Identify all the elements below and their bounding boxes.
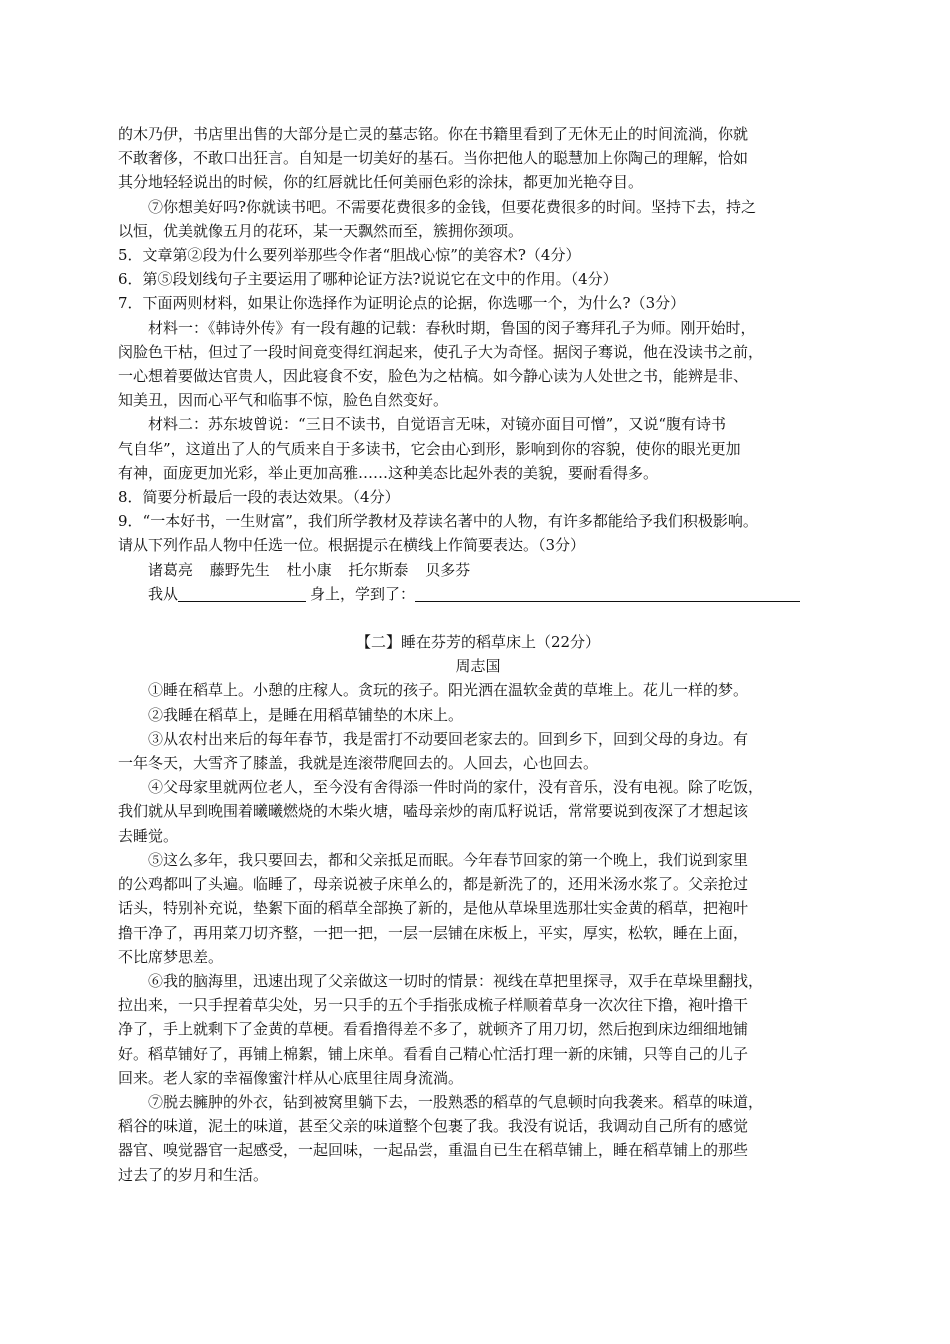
text-line: 器官、嗅觉器官一起感受，一起回味，一起品尝，重温自已生在稻草铺上，睡在稻草铺上的那些 [118, 1141, 749, 1160]
text-line: 回来。老人家的幸福像蜜汁样从心底里往周身流淌。 [118, 1068, 464, 1087]
person-list [118, 558, 838, 582]
fill-in-line [118, 582, 838, 606]
text-line: 请从下列作品人物中任选一位。根据提示在横线上作简要表达。（3分） [118, 536, 586, 555]
person-option: 贝多芬 [425, 560, 471, 579]
material-2 [118, 412, 838, 485]
question-9 [118, 509, 838, 557]
text-line: ③从农村出来后的每年春节，我是雷打不动要回老家去的。回到乡下，回到父母的身边。有 [148, 729, 749, 748]
question-5: 5．文章第②段为什么要列举那些令作者“胆战心惊”的美容术?（4分） [118, 246, 581, 265]
text-line: ⑦脱去臃肿的外衣，钻到被窝里躺下去，一股熟悉的稻草的气息顿时向我袭来。稻草的味道， [148, 1092, 764, 1111]
text-line: 一心想着要做达官贵人，因此寝食不安，脸色为之枯槁。如今静心读为人处世之书，能辨是非、 [118, 367, 749, 386]
document-page [118, 122, 838, 1187]
text-line: 不敢奢侈，不敢口出狂言。自知是一切美好的基石。当你把他人的聪慧加上你陶己的理解，恰如 [118, 149, 749, 168]
text-line: 9．“一本好书，一生财富”，我们所学教材及荐读名著中的人物，有许多都能给予我们积极影响。 [118, 512, 758, 531]
text-line: 知美丑，因而心平气和临事不惊，脸色自然变好。 [118, 391, 449, 410]
text-line: ⑥我的脑海里，迅速出现了父亲做这一切时的情景：视线在草把里探寻，双手在草垛里翻找， [148, 971, 764, 990]
section-2-title: 【二】睡在芬芳的稻草床上（22分） [355, 633, 601, 652]
text-line: 闵脸色干枯，但过了一段时间竟变得红润起来，使孔子大为奇怪。据闵子骞说，他在没读书之前， [118, 342, 764, 361]
text-line: 一年冬天，大雪齐了膝盖，我就是连滚带爬回去的。人回去，心也回去。 [118, 754, 599, 773]
text-line: 话头，特别补充说，垫絮下面的稻草全部换了新的，是他从草垛里选那壮实金黄的稻草，把袍叶 [118, 899, 749, 918]
text-line: 撸干净了，再用菜刀切齐整，一把一把，一层一层铺在床板上，平实，厚实，松软，睡在上面， [118, 923, 749, 942]
text-line: 其分地轻轻说出的时候，你的红唇就比任何美丽色彩的涂抹，都更加光艳夺目。 [118, 173, 644, 192]
question-8: 8．简要分析最后一段的表达效果。（4分） [118, 488, 400, 507]
text-line: 我们就从早到晚围着曦曦燃烧的木柴火塘，嗑母亲炒的南瓜籽说话，常常要说到夜深了才想起该 [118, 802, 749, 821]
text-line: 的木乃伊，书店里出售的大部分是亡灵的墓志铭。你在书籍里看到了无休无止的时间流淌，你就 [118, 125, 749, 143]
text-line: 有神，面庞更加光彩，举止更加高雅……这种美态比起外表的美貌，要耐看得多。 [118, 463, 659, 482]
text-line: 好。稻草铺好了，再铺上棉絮，铺上床单。看看自己精心忙活打理一新的床铺，只等自己的儿子 [118, 1044, 749, 1063]
text-line: 拉出来，一只手捏着草尖处，另一只手的五个手指张成梳子样顺着草身一次次往下撸，袍叶撸干 [118, 996, 749, 1015]
text-line: 过去了的岁月和生活。 [118, 1165, 269, 1184]
person-option: 托尔斯泰 [348, 560, 409, 579]
text-line: ②我睡在稻草上，是睡在用稻草铺垫的木床上。 [148, 705, 464, 724]
text-line: 材料二：苏东坡曾说：“三日不读书，自觉语言无味，对镜亦面目可憎”，又说“腹有诗书 [148, 415, 727, 434]
essay-body [118, 678, 838, 1186]
material-1 [118, 316, 838, 413]
person-option: 藤野先生 [209, 560, 270, 579]
text-line: 稻谷的味道，泥土的味道，甚至父亲的味道整个包裹了我。我没有说话，我调动自己所有的感觉 [118, 1117, 749, 1136]
paragraph-7 [118, 195, 838, 243]
text-line: ①睡在稻草上。小憩的庄稼人。贪玩的孩子。阳光洒在温软金黄的草堆上。花儿一样的梦。 [148, 681, 749, 700]
answer-blank-person[interactable] [178, 586, 306, 602]
author-name: 周志国 [455, 657, 501, 676]
fill-middle: 身上，学到了： [310, 584, 416, 603]
text-line: 的公鸡都叫了头遍。临睡了，母亲说被子床单么的，都是新洗了的，还用米汤水浆了。父亲抢过 [118, 875, 749, 894]
person-option: 杜小康 [286, 560, 332, 579]
fill-prefix: 我从 [148, 584, 179, 603]
question-6: 6．第⑤段划线句子主要运用了哪种论证方法?说说它在文中的作用。（4分） [118, 270, 618, 289]
person-option: 诸葛亮 [148, 560, 194, 579]
passage1-tail [118, 122, 838, 195]
text-line: ⑦你想美好吗?你就读书吧。不需要花费很多的金钱，但要花费很多的时间。坚持下去，持之 [148, 197, 757, 216]
text-line: 净了，手上就剩下了金黄的草梗。看看撸得差不多了，就顿齐了用刀切，然后抱到床边细细地铺 [118, 1020, 749, 1039]
text-line: 以恒，优美就像五月的花环，某一天飘然而至，簇拥你颈项。 [118, 221, 524, 240]
text-line: 气自华”，这道出了人的气质来自于多读书，它会由心到形，影响到你的容貌，使你的眼光更加 [118, 439, 741, 458]
question-7: 7．下面两则材料，如果让你选择作为证明论点的论据，你选哪一个，为什么?（3分） [118, 294, 686, 313]
text-line: 材料一：《韩诗外传》有一段有趣的记载：春秋时期，鲁国的闵子骞拜孔子为师。刚开始时， [148, 318, 756, 337]
text-line: 去睡觉。 [118, 826, 179, 845]
text-line: ⑤这么多年，我只要回去，都和父亲抵足而眠。今年春节回家的第一个晚上，我们说到家里 [148, 850, 749, 869]
answer-blank-lesson[interactable] [415, 586, 800, 602]
text-line: 不比席梦思差。 [118, 947, 224, 966]
text-line: ④父母家里就两位老人，至今没有舍得添一件时尚的家什，没有音乐，没有电视。除了吃饭， [148, 778, 764, 797]
